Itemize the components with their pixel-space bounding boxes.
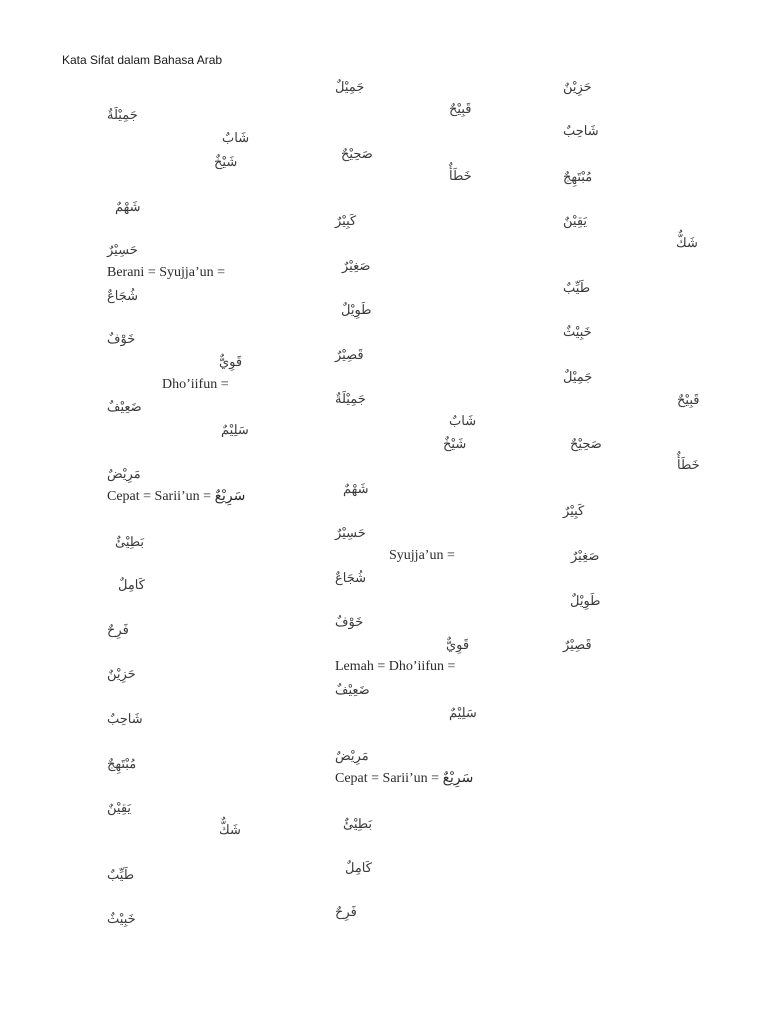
arabic-word: جَمِيْلَةٌ [107, 107, 138, 122]
vocab-line-syujjaun: Syujja’un = [389, 548, 455, 563]
arabic-word: مُبْتَهِجٌ [107, 756, 137, 771]
arabic-word: مُبْتَهِجٌ [563, 169, 593, 184]
arabic-word: بَطِيْئٌ [115, 534, 145, 549]
arabic-word: فَرِحٌ [107, 622, 129, 637]
arabic-word: شَاحِبٌ [107, 711, 143, 726]
arabic-word: خَطَأٌ [449, 168, 472, 183]
arabic-word: مَرِيْضٌ [107, 466, 141, 481]
vocab-line-cepat: Cepat = Sarii’un = سَرِيْعٌ [335, 771, 474, 786]
vocab-line-cepat: Cepat = Sarii’un = سَرِيْعٌ [107, 489, 246, 504]
arabic-word: جَمِيْلٌ [335, 79, 365, 94]
vocab-line-dhoiifun: Dho’iifun = [162, 377, 229, 392]
arabic-word: جَمِيْلٌ [563, 369, 593, 384]
arabic-word: صَحِيْحٌ [570, 436, 602, 451]
arabic-word: طَوِيْلٌ [341, 302, 372, 317]
arabic-word: شَابٌ [222, 130, 250, 145]
arabic-word: شَيْخٌ [443, 436, 467, 451]
vocab-line-berani: Berani = Syujja’un = [107, 265, 226, 280]
arabic-word: طَوِيْلٌ [570, 593, 601, 608]
arabic-word: خَبِيْثٌ [107, 911, 136, 926]
arabic-word: خَوْفٌ [107, 331, 136, 346]
arabic-word: خَطَأٌ [677, 457, 700, 472]
arabic-word: قَصِيْرٌ [563, 637, 592, 652]
arabic-word: كَامِلٌ [345, 860, 372, 875]
arabic-word: شَيْخٌ [214, 154, 238, 169]
arabic-word: سَلِيْمٌ [449, 705, 477, 720]
arabic-word: ضَعِيْفٌ [335, 682, 370, 697]
arabic-word: يَقِيْنٌ [107, 800, 132, 815]
arabic-word: يَقِيْنٌ [563, 213, 588, 228]
arabic-word: قَبِيْحٌ [677, 392, 700, 407]
arabic-word: حَزِيْنٌ [563, 79, 592, 94]
arabic-word: صَغِيْرٌ [342, 258, 371, 273]
arabic-word: شَابٌ [449, 413, 477, 428]
arabic-word: شَكٌّ [676, 235, 698, 250]
arabic-word: حَسِيْرٌ [107, 242, 138, 257]
arabic-word: كَبِيْرٌ [563, 503, 585, 518]
arabic-word: ضَعِيْفٌ [107, 399, 142, 414]
arabic-word: شَاحِبٌ [563, 123, 599, 138]
arabic-word: شَهْمٌ [343, 481, 369, 496]
arabic-word: شَكٌّ [219, 822, 241, 837]
arabic-word: شَهْمٌ [115, 199, 141, 214]
arabic-word: صَحِيْحٌ [341, 146, 373, 161]
arabic-word: قَصِيْرٌ [335, 347, 364, 362]
arabic-word: بَطِيْئٌ [343, 816, 373, 831]
arabic-word: قَوِيٌّ [446, 637, 470, 652]
arabic-word: مَرِيْضٌ [335, 748, 369, 763]
arabic-word: كَامِلٌ [118, 577, 145, 592]
arabic-word: طَيِّبٌ [563, 280, 591, 295]
arabic-word: صَغِيْرٌ [571, 548, 600, 563]
arabic-word: حَسِيْرٌ [335, 525, 366, 540]
arabic-word: جَمِيْلَةٌ [335, 391, 366, 406]
arabic-word: خَوْفٌ [335, 614, 364, 629]
arabic-word: كَبِيْرٌ [335, 213, 357, 228]
arabic-word: قَوِيٌّ [219, 354, 243, 369]
arabic-word: شُجَاعٌ [107, 288, 139, 303]
arabic-word: سَلِيْمٌ [221, 422, 249, 437]
arabic-word: طَيِّبٌ [107, 867, 135, 882]
vocab-line-lemah: Lemah = Dho’iifun = [335, 659, 456, 674]
arabic-word: فَرِحٌ [335, 904, 357, 919]
document-title: Kata Sifat dalam Bahasa Arab [62, 53, 223, 67]
arabic-word: قَبِيْحٌ [449, 101, 472, 116]
arabic-word: حَزِيْنٌ [107, 666, 136, 681]
arabic-word: شُجَاعٌ [335, 570, 367, 585]
arabic-word: خَبِيْثٌ [563, 324, 592, 339]
